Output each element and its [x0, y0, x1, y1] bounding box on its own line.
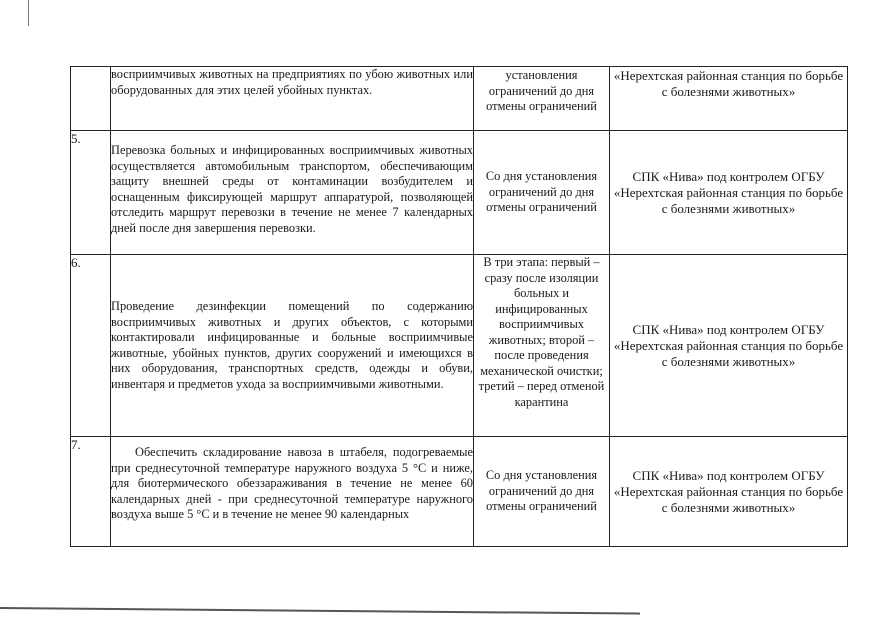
measures-table — [70, 66, 848, 547]
row-description: Проведение дезинфекции помещений по содержанию восприимчивых животных и других объектов, с которыми контактировали инфицированные и больные восприимчивые животные, убойных пунктов, других сооружений и имеющихся в них оборудования, транспортных средств, одежды и обуви, инвентаря и предметов ухода за восприимчивыми животными. — [111, 255, 474, 437]
row-period: Со дня установления ограничений до дня отмены ограничений — [474, 131, 610, 255]
table-row — [71, 255, 848, 437]
row-description: Обеспечить складирование навоза в штабеля, подогреваемые при среднесуточной температуре наружного воздуха 5 °С и ниже, для биотермического обеззараживания в течение не менее 60 календарных дней - при среднесуточной температуре наружного воздуха выше 5 °С и в течение не менее 90 календарных — [111, 437, 474, 547]
table-row — [71, 131, 848, 255]
row-number: 6. — [71, 255, 111, 437]
row-number: 5. — [71, 131, 111, 255]
table-row — [71, 67, 848, 131]
row-responsible: «Нерехтская районная станция по борьбе с болезнями животных» — [610, 67, 848, 131]
row-period: установления ограничений до дня отмены ограничений — [474, 67, 610, 131]
table-row — [71, 437, 848, 547]
row-description: восприимчивых животных на предприятиях по убою животных или оборудованных для этих целей убойных пунктах. — [111, 67, 474, 131]
scan-edge-mark — [28, 0, 29, 26]
row-number: 7. — [71, 437, 111, 547]
row-period: Со дня установления ограничений до дня отмены ограничений — [474, 437, 610, 547]
row-responsible: СПК «Нива» под контролем ОГБУ «Нерехтская районная станция по борьбе с болезнями животных» — [610, 255, 848, 437]
row-responsible: СПК «Нива» под контролем ОГБУ «Нерехтская районная станция по борьбе с болезнями животных» — [610, 437, 848, 547]
row-number — [71, 67, 111, 131]
row-period: В три этапа: первый – сразу после изоляции больных и инфицированных восприимчивых животных; второй – после проведения механической очистки; третий – перед отменой карантина — [474, 255, 610, 437]
row-description: Перевозка больных и инфицированных восприимчивых животных осуществляется автомобильным транспортом, обеспечивающим защиту внешней среды от контаминации возбудителем и оснащенным фиксирующей маршрут аппаратурой, позволяющей отследить маршрут перевозки в течение не менее 7 календарных дней после дня завершения перевозки. — [111, 131, 474, 255]
row-responsible: СПК «Нива» под контролем ОГБУ «Нерехтская районная станция по борьбе с болезнями животных» — [610, 131, 848, 255]
scan-page-edge — [0, 607, 640, 615]
